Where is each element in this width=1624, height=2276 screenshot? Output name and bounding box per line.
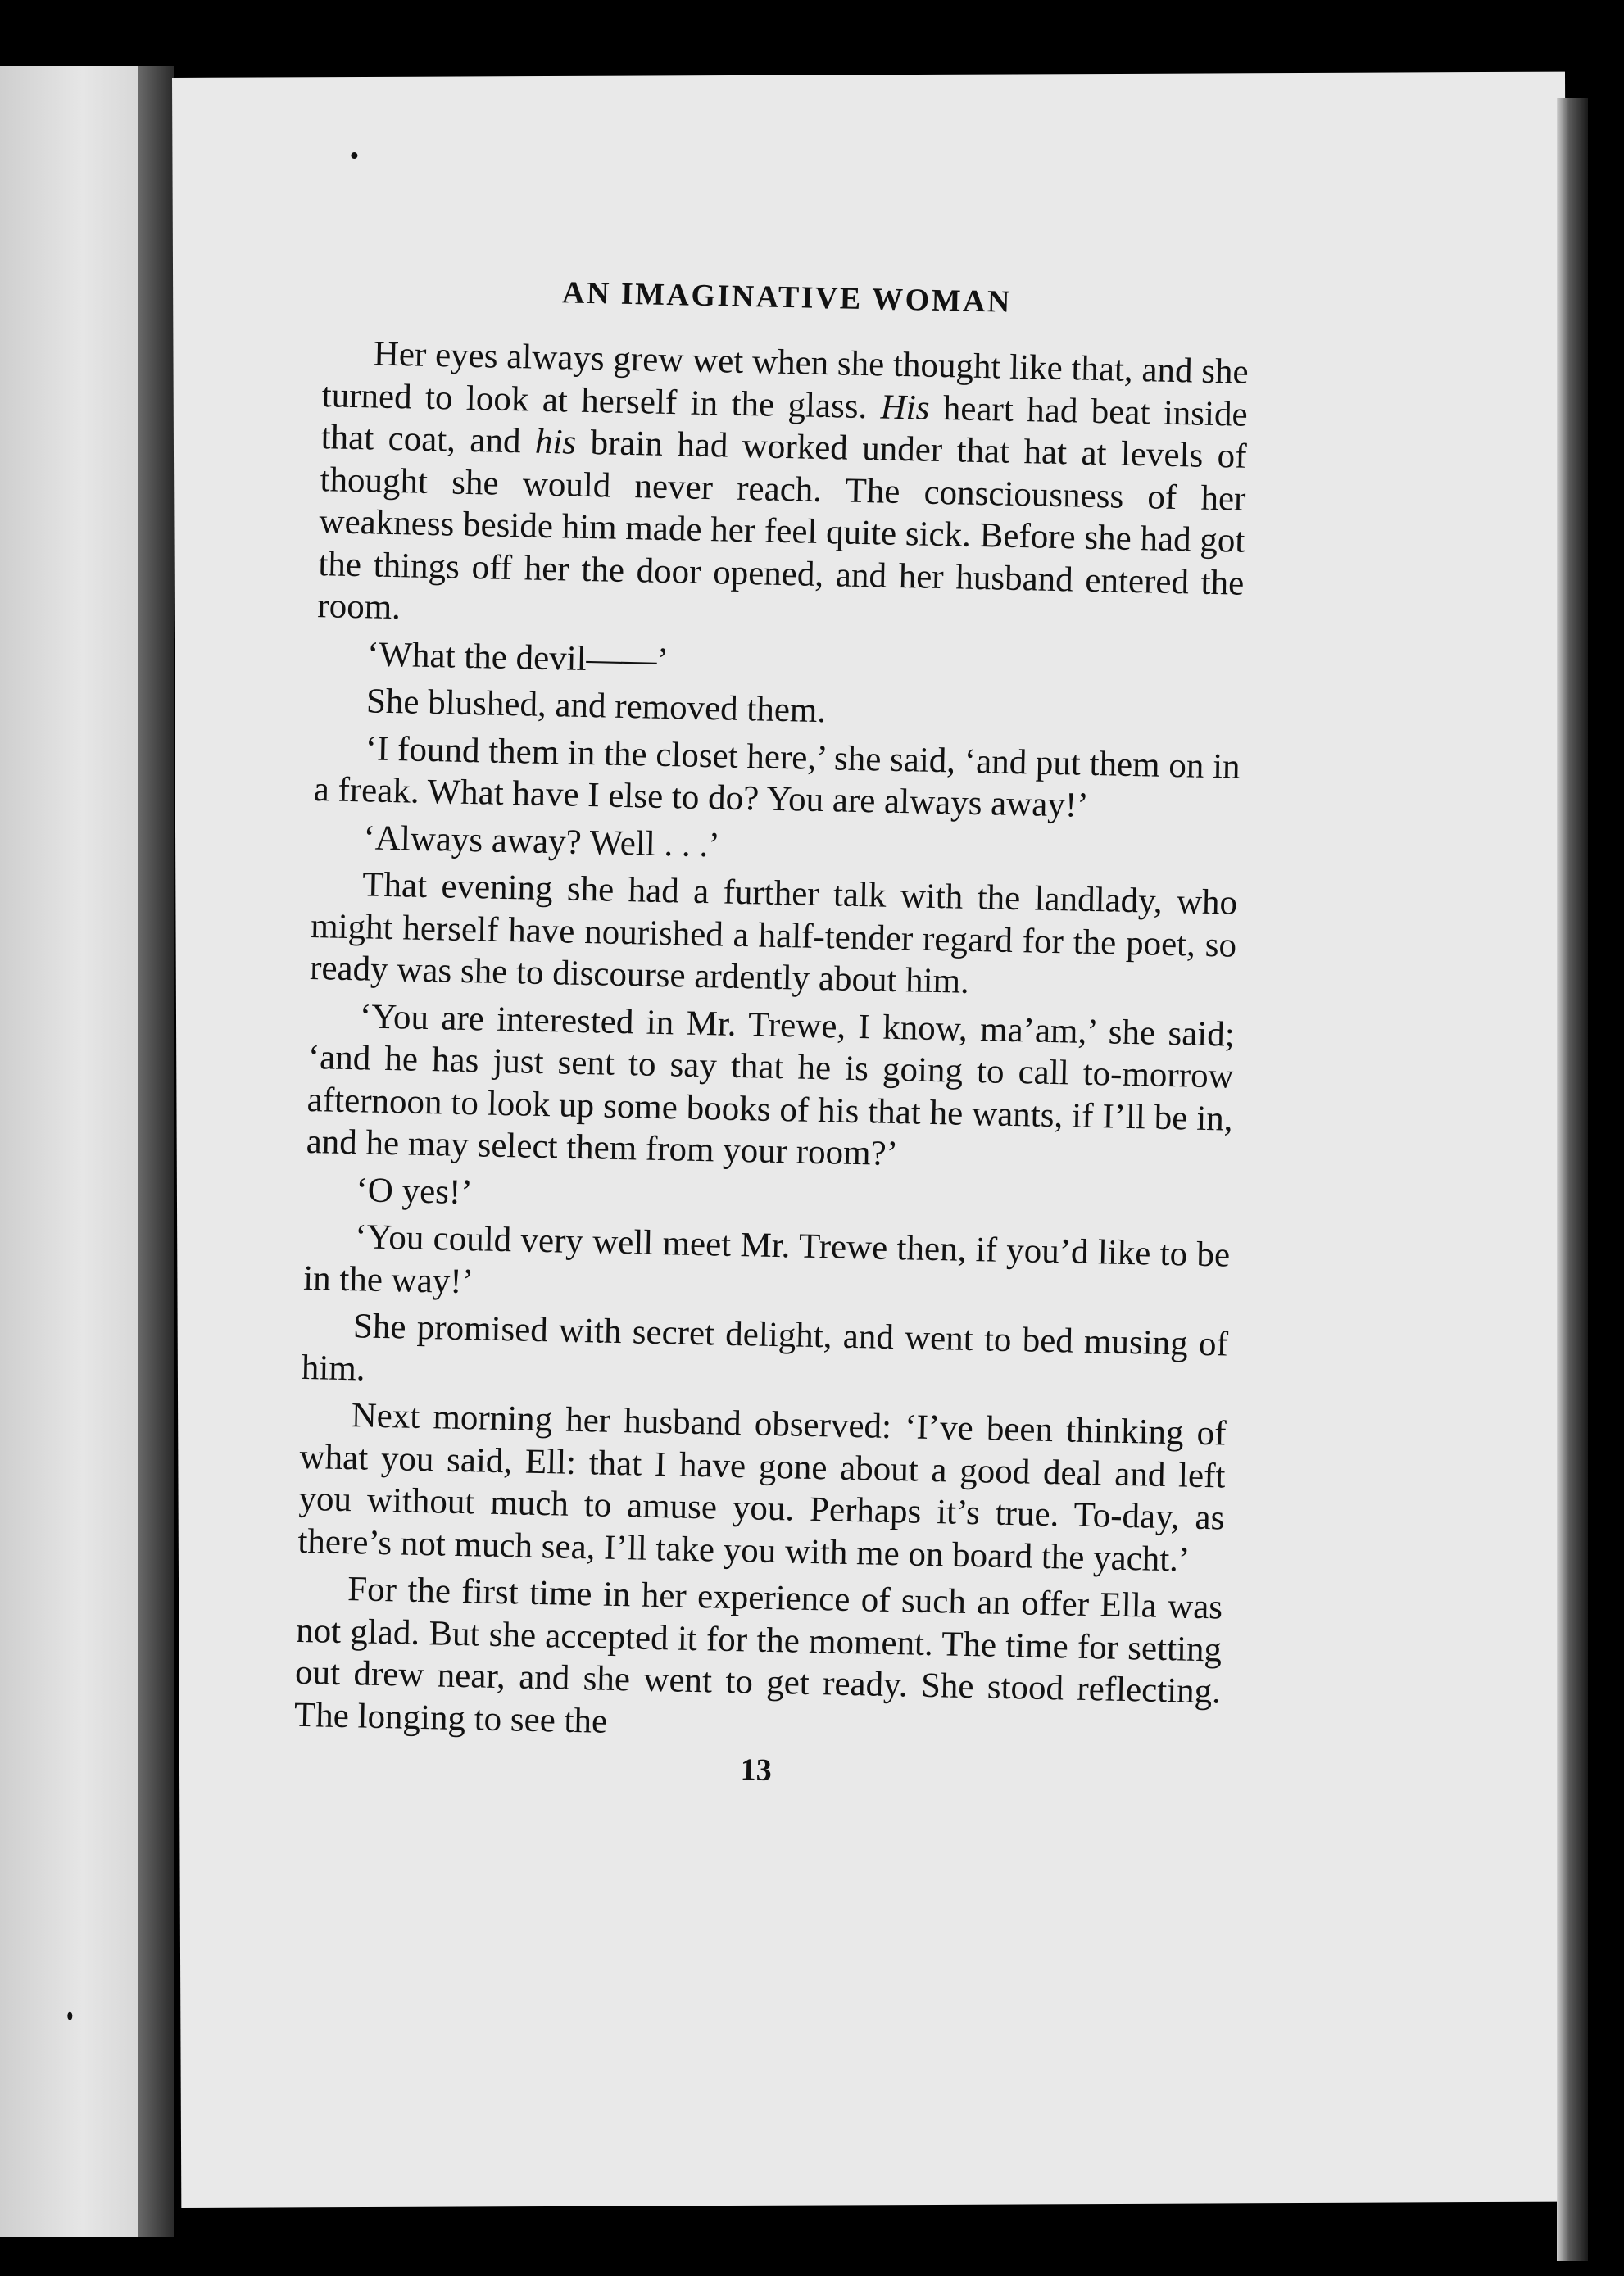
paragraph: ‘I found them in the closet here,’ she said, ‘and put them on in a freak. What have I else to do? You are always away!’ (313, 728, 1241, 825)
book-page (172, 72, 1574, 2208)
book-gutter-shadow (138, 66, 174, 2237)
paragraph: She blushed, and removed them. (365, 682, 827, 731)
paragraph-text: Her eyes always grew wet when she thought like that, and she turned to look at herself in the glass. (321, 334, 1250, 426)
paragraph: That evening she had a further talk with the landlady, who might herself have nourished a half-tender regard for the poet, so ready was she to discourse ardently about him. (309, 865, 1238, 1001)
emphasis-text: his (534, 422, 577, 462)
page-number: 13 (740, 1752, 773, 1789)
paragraph: ‘Always away? Well . . .’ (363, 818, 721, 864)
paragraph: For the first time in her experience of such an offer Ella was not glad. But she accepted it for the moment. The time for setting out drew near, and she went to get ready. She stood reflecting. The longing to see the (293, 1570, 1223, 1741)
paragraph: ‘What the devil——’ (366, 634, 669, 680)
ink-speck (67, 2012, 72, 2020)
paragraph: Next morning her husband observed: ‘I’ve been thinking of what you said, Ell: that I have gone about a good deal and left you without much to amuse you. Perhaps it’s true. To-day, as there’s not much sea, I’ll take you with me on board the yacht.’ (297, 1396, 1227, 1580)
ink-speck (351, 152, 357, 159)
running-head: AN IMAGINATIVE WOMAN (561, 275, 1013, 320)
emphasis-text: His (880, 387, 930, 428)
paragraph-text: brain had worked under that hat at levels of thought she would never reach. The consciousness of her weakness beside him made her feel quite sick. Before she had got the things off her the door opened, and her husband entered the room. (316, 423, 1247, 628)
page-text (293, 270, 1250, 1798)
page-edge-shadow (1557, 98, 1588, 2261)
paragraph: ‘You could very well meet Mr. Trewe then, if you’d like to be in the way!’ (302, 1217, 1231, 1301)
paragraph-text: heart had beat inside that coat, and (320, 388, 1249, 461)
paragraph: She promised with secret delight, and went to bed musing of him. (301, 1307, 1229, 1389)
paragraph: ‘O yes!’ (356, 1170, 474, 1212)
facing-page-edge (0, 66, 138, 2237)
paragraph: ‘You are interested in Mr. Trewe, I know, ma’am,’ she said; ‘and he has just sent to say that he is going to call to-morrow afternoon to look up some books of his that he wants, if I’ll be in, and he may select them from your room?’ (306, 996, 1236, 1174)
paragraph (317, 332, 1249, 646)
